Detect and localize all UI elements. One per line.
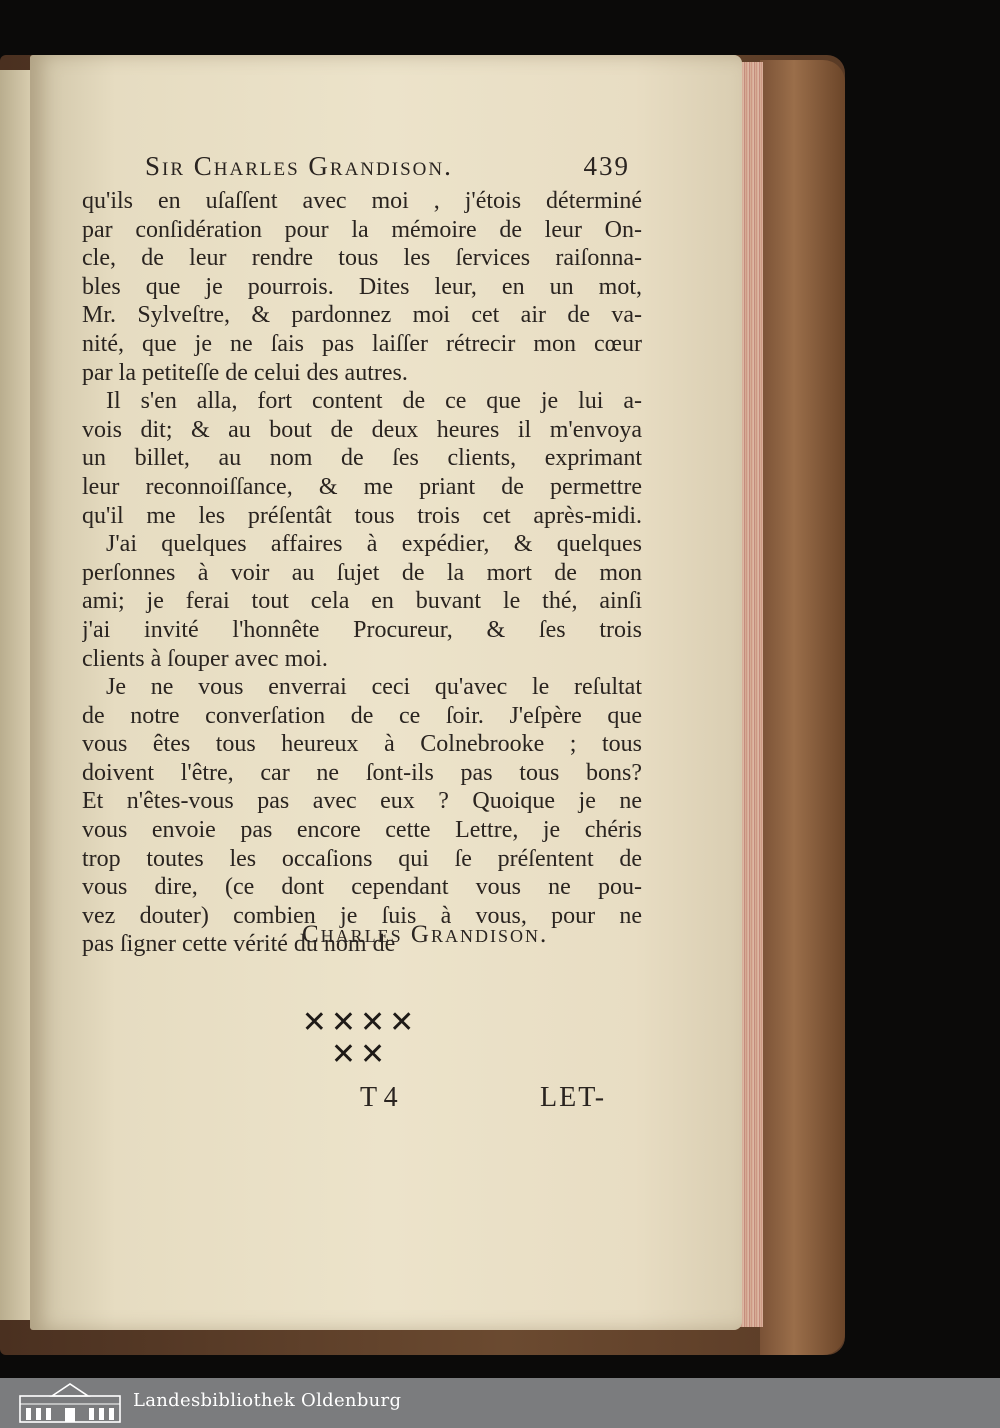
catchword: LET- xyxy=(540,1082,607,1113)
printer-ornament xyxy=(300,1007,420,1077)
book-cover-edge xyxy=(760,60,845,1355)
text-line: bles que je pourrois. Dites leur, en un mot, xyxy=(82,273,642,300)
text-line: qu'ils en uſaſſent avec moi , j'étois déterminé xyxy=(82,188,642,214)
text-line: vous dire, (ce dont cependant vous ne pou- xyxy=(82,874,642,901)
text-line: Il s'en alla, fort content de ce que je lui a- xyxy=(106,388,642,415)
text-line: un billet, au nom de ſes clients, exprimant xyxy=(82,445,642,472)
text-line: clients à ſouper avec moi. xyxy=(82,645,328,672)
running-header xyxy=(145,151,630,191)
facing-page-sliver xyxy=(0,70,30,1320)
text-line: trop toutes les occaſions qui ſe préſentent de xyxy=(82,845,642,872)
text-line: qu'il me les préſentât tous trois cet après-midi. xyxy=(82,502,642,529)
text-line: leur reconnoiſſance, & me priant de permettre xyxy=(82,473,642,500)
book-page xyxy=(30,55,742,1330)
text-line: Et n'êtes-vous pas avec eux ? Quoique je ne xyxy=(82,788,642,815)
text-line: J'ai quelques affaires à expédier, & quelques xyxy=(106,531,642,558)
text-line: doivent l'être, car ne ſont-ils pas tous bons? xyxy=(82,759,642,786)
signature-mark: T 4 xyxy=(360,1082,398,1113)
page-number: 439 xyxy=(583,151,630,181)
text-line: vous êtes tous heureux à Colnebrooke ; tous xyxy=(82,731,642,758)
page-content xyxy=(30,55,742,1330)
text-line: vous envoie pas encore cette Lettre, je chéris xyxy=(82,817,642,844)
text-line: vois dit; & au bout de deux heures il m'envoya xyxy=(82,416,642,443)
text-line: perſonnes à voir au ſujet de la mort de mon xyxy=(82,559,642,586)
text-line: vez douter) combien je ſuis à vous, pour ne xyxy=(82,902,642,929)
text-line: par la petiteſſe de celui des autres. xyxy=(82,359,408,386)
letter-signature: Charles Grandison. xyxy=(302,921,549,948)
text-line: Mr. Sylveſtre, & pardonnez moi cet air de va- xyxy=(82,302,642,329)
running-title: Sir Charles Grandison. xyxy=(145,151,453,181)
ornament-row-bottom: ✕✕ xyxy=(330,1038,390,1071)
library-name: Landesbibliothek Oldenburg xyxy=(133,1390,402,1411)
text-line: Je ne vous enverrai ceci qu'avec le reſultat xyxy=(106,674,642,701)
text-line: de notre converſation de ce ſoir. J'eſpère que xyxy=(82,702,642,729)
library-building-icon xyxy=(18,1382,122,1424)
text-line: nité, que je ne ſais pas laiſſer rétrecir mon cœur xyxy=(82,330,642,357)
text-line: pas ſigner cette vérité du nom de xyxy=(82,931,396,958)
footer-bar xyxy=(0,1378,1000,1428)
text-line: ami; je ferai tout cela en buvant le thé, ainſi xyxy=(82,588,642,615)
text-line: par conſidération pour la mémoire de leur On- xyxy=(82,216,642,243)
ornament-row-top: ✕✕✕✕ xyxy=(301,1006,419,1039)
text-line: j'ai invité l'honnête Procureur, & ſes trois xyxy=(82,616,642,643)
text-line: cle, de leur rendre tous les ſervices raiſonna- xyxy=(82,245,642,272)
body-text xyxy=(82,187,642,959)
